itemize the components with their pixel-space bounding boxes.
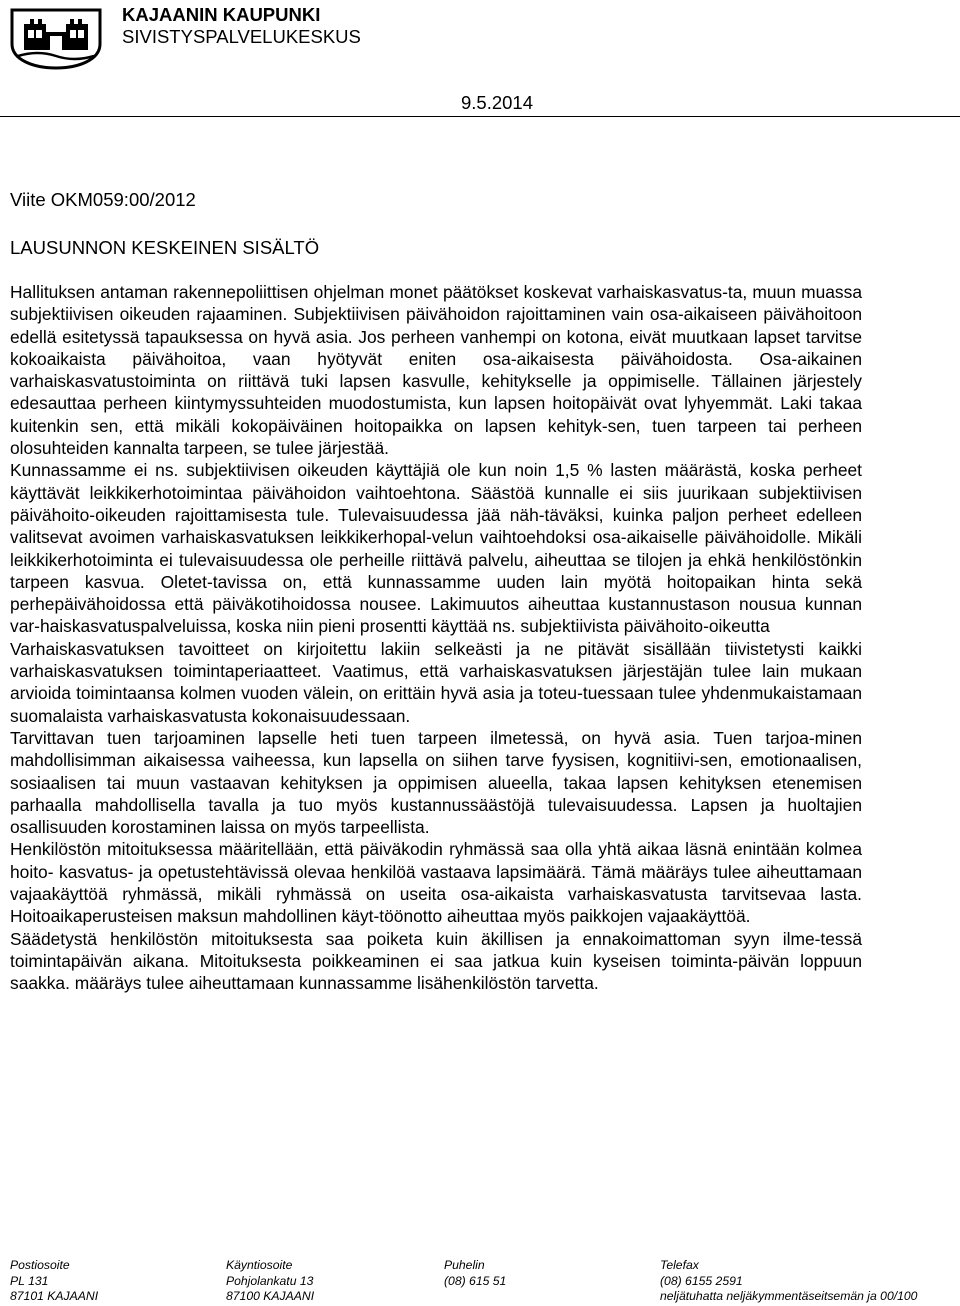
footer-phone — [444, 1258, 506, 1289]
document-heading: LAUSUNNON KESKEINEN SISÄLTÖ — [10, 237, 320, 258]
footer-value: PL 131 — [10, 1273, 49, 1288]
document-body — [10, 281, 862, 995]
footer-label: Käyntiosoite — [226, 1258, 293, 1272]
reference-line: Viite OKM059:00/2012 — [10, 189, 196, 210]
kajaani-crest-logo — [8, 6, 104, 70]
footer-label: Postiosoite — [10, 1258, 70, 1272]
department-name: SIVISTYSPALVELUKESKUS — [122, 26, 361, 47]
paragraph: Henkilöstön mitoituksessa määritellään, että päiväkodin ryhmässä saa olla yhtä aikaa läsnä enintään kolmea hoito- kasvatus- ja opetustehtävissä olevaa henkilöä vastaava lapsimäärä. Tämä määräys tulee aiheuttamaan vajaakäyttöä ryhmässä, mikäli ryhmässä on useita osa-aikaista varhaiskasvatusta tarvitsevaa lasta. Hoitoaikaperusteisen maksun mahdollinen käyt-töönotto aiheuttaa myös paikkojen vajaakäyttöä. — [10, 839, 862, 927]
footer-postal-address — [10, 1258, 98, 1305]
footer-label: Telefax — [660, 1258, 699, 1272]
header-divider — [0, 116, 960, 117]
paragraph: Hallituksen antaman rakennepoliittisen ohjelman monet päätökset koskevat varhaiskasvatus-ta, muun muassa subjektiivisen oikeuden rajaaminen. Subjektiivisen päivähoidon rajoittaminen vain osa-aikaiseen päivähoitoon edellä esitetyssä tapauksessa on hyvä asia. Jos perheen vanhempi on kotona, eivät muutkaan lapset tarvitse kokoaikaista päivähoitoa, vaan hyötyvät eniten osa-aikaisesta päivähoidosta. Osa-aikainen varhaiskasvatustoiminta on riittävä tuki lapsen kasvulle, kehitykselle ja oppimiselle. Tällainen järjestely edesauttaa perheen kiintymyssuhteiden muodostumista, kun lapsen hoitopäivät ovat lyhyemmät. Laki takaa kuitenkin sen, että mikäli kokopäiväinen hoitopaikka on lapsen kehityk-sen, tuen tarpeen tai perheen olosuhteiden kannalta tarpeen, se tulee järjestää. — [10, 282, 862, 459]
footer-value: 87100 KAJAANI — [226, 1289, 315, 1304]
letterhead — [122, 4, 361, 48]
paragraph: Tarvittavan tuen tarjoaminen lapselle heti tuen tarpeen ilmetessä, on hyvä asia. Tuen tarjoa-minen mahdollisimman aikaisessa vaiheessa, kun lapsella on siihen tarve fyysisen, kognitiivi-sen, emotionaalisen, sosiaalisen tai muun vastaavan kehityksen ja oppimisen alueella, takaa lapsen kehityksen etenemisen parhaalla mahdollisella tavalla ja tuo myös kustannussäästöjä tulevaisuudessa. Lapsen ja huoltajien osallisuuden korostaminen laissa on myös tarpeellista. — [10, 727, 862, 838]
paragraph: Säädetystä henkilöstön mitoituksesta saa poiketa kuin äkillisen ja ennakoimattoman syyn ilme-tessä toimintapäivän aikana. Mitoituksesta poikkeaminen ei saa jatkua kuin kyseisen toiminta-päivän loppuun saakka. määräys tulee aiheuttamaan kunnassamme lisähenkilöstön tarvetta. — [10, 928, 862, 994]
footer-visiting-address — [226, 1258, 314, 1305]
paragraph: Kunnassamme ei ns. subjektiivisen oikeuden käyttäjiä ole kun noin 1,5 % lasten määrästä, koska perheet käyttävät leikkikerhotoimintaa päivähoidon vaihtoehtona. Säästöä kunnalle ei siis juurikaan subjektiivisen päivähoito-oikeuden rajoittamisesta tule. Tulevaisuudessa jää näh-täväksi, kuinka paljon perheet edelleen valitsevat avoimen varhaiskasvatuksen leikkikerhopal-velun vaihtoehdoksi osa-aikaiselle päivähoidolle. Mikäli leikkikerhotoiminta ei tulevaisuudessa ole perheille riittävä palvelu, aiheuttaa se tilojen ja ehkä henkilöstönkin tarpeen kasvua. Oletet-tavissa on, että kunnassamme uuden lain myötä hoitopaikan hinta sekä perhepäivähoidossa että päiväkotihoidossa nousee. Lakimuutos aiheuttaa kustannustason nousua kunnan var-haiskasvatuspalveluissa, koska niin pieni prosentti käyttää ns. subjektiivista päivähoito-oikeutta — [10, 460, 862, 637]
page-footer — [10, 1258, 955, 1306]
footer-fax — [660, 1258, 917, 1305]
footer-value: neljätuhatta neljäkymmentäseitsemän ja 00/100 — [660, 1289, 918, 1304]
footer-value: 87101 KAJAANI — [10, 1289, 99, 1304]
org-name: KAJAANIN KAUPUNKI — [122, 4, 321, 25]
footer-value: (08) 6155 2591 — [660, 1273, 743, 1288]
footer-value: Pohjolankatu 13 — [226, 1273, 314, 1288]
paragraph: Varhaiskasvatuksen tavoitteet on kirjoitettu lakiin selkeästi ja ne pitävät sisällään tiivistetysti kaikki varhaiskasvatuksen toimintaperiaatteet. Vaatimus, että varhaiskasvatuksen järjestäjän tulee lain mukaan arvioida toimintaansa kolmen vuoden välein, on erittäin hyvä asia ja toteu-tuessaan tulee yhdenmukaistamaan suomalaista varhaiskasvatusta kokonaisuudessaan. — [10, 638, 862, 726]
footer-label: Puhelin — [444, 1258, 485, 1272]
footer-value: (08) 615 51 — [444, 1273, 507, 1288]
document-date: 9.5.2014 — [461, 92, 534, 113]
